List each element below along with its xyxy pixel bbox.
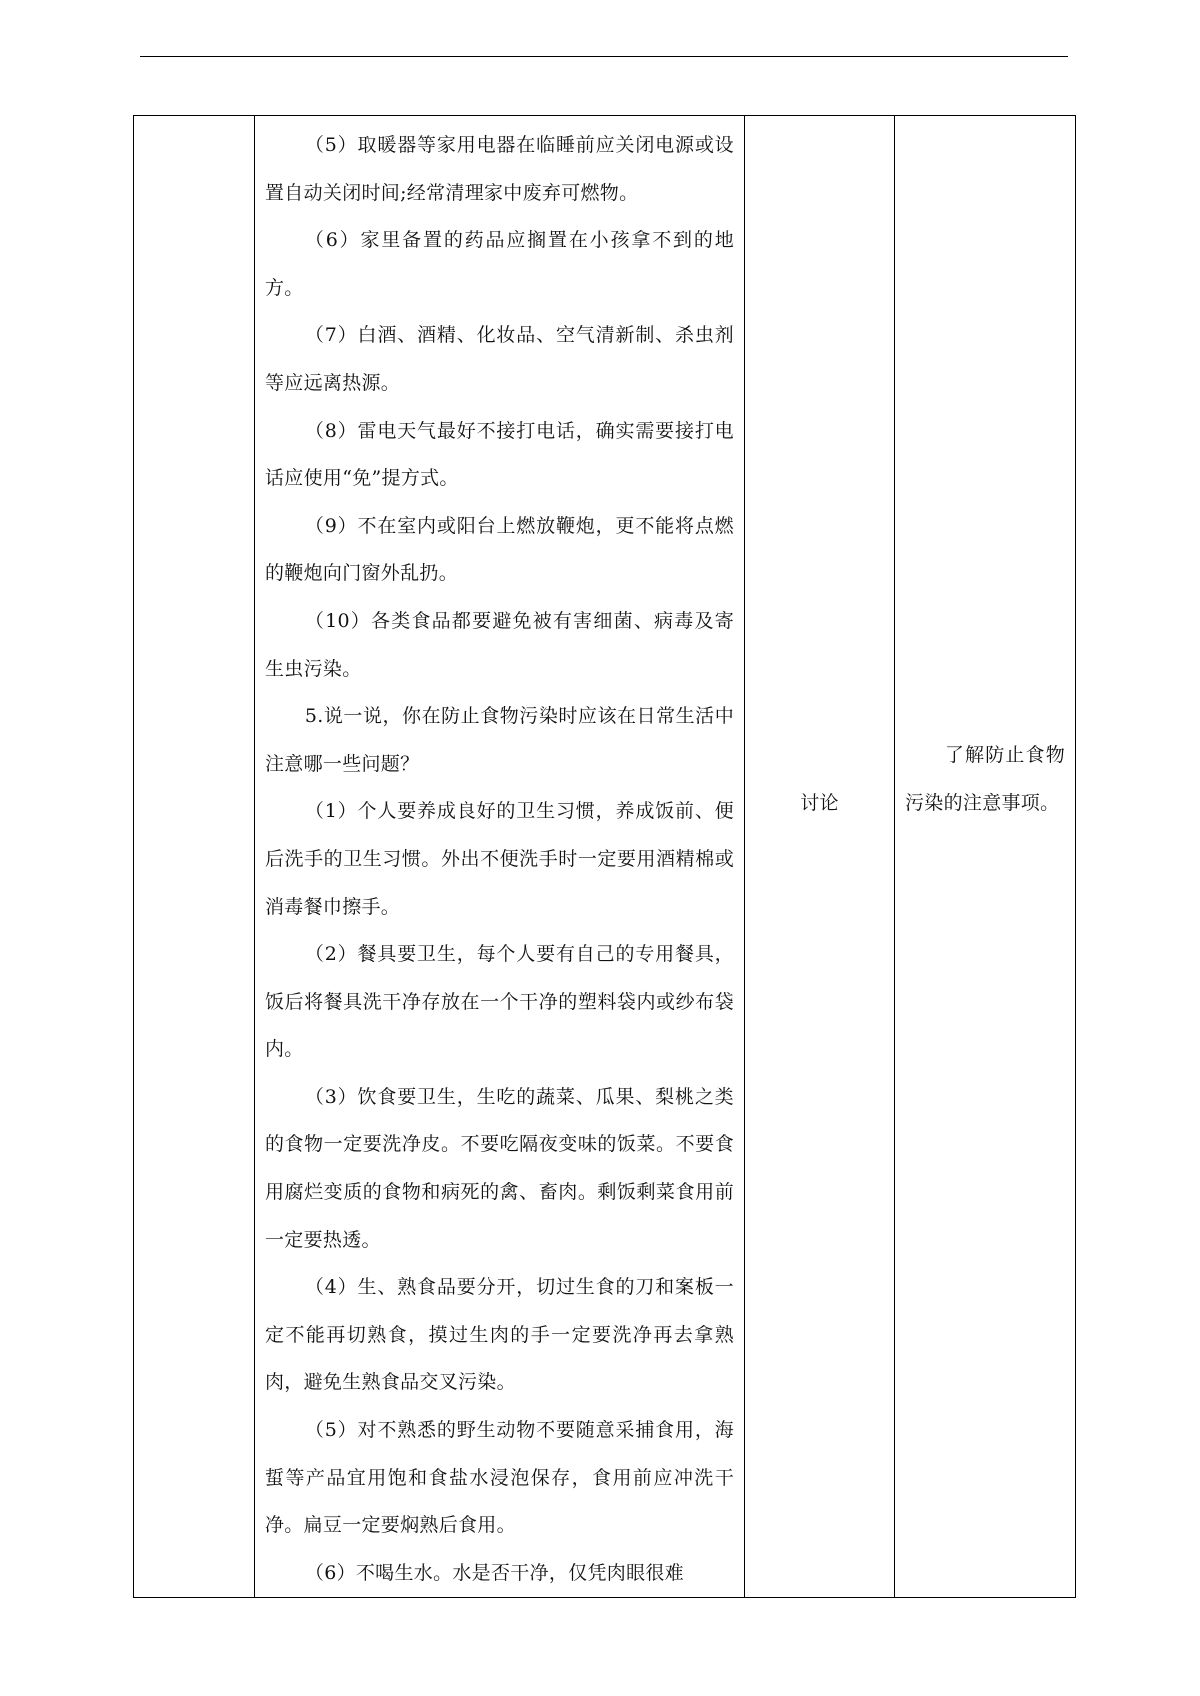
- paragraph: （5）对不熟悉的野生动物不要随意采捕食用，海蜇等产品宜用饱和食盐水浸泡保存，食用前应冲洗干净。扁豆一定要焖熟后食用。: [265, 1419, 734, 1537]
- paragraph: （8）雷电天气最好不接打电话，确实需要接打电话应使用“免”提方式。: [265, 419, 734, 490]
- paragraph: （7）白酒、酒精、化妆品、空气清新制、杀虫剂等应远离热源。: [265, 324, 734, 394]
- lesson-plan-table: [133, 115, 1076, 1598]
- paragraph: （9）不在室内或阳台上燃放鞭炮，更不能将点燃的鞭炮向门窗外乱扔。: [265, 514, 734, 585]
- paragraph: （1）个人要养成良好的卫生习惯，养成饭前、便后洗手的卫生习惯。外出不便洗手时一定要用酒精棉或消毒餐巾擦手。: [265, 800, 734, 918]
- header-rule: [140, 56, 1068, 57]
- purpose-text: 了解防止食物污染的注意事项。: [905, 744, 1065, 814]
- content-cell: [255, 116, 745, 1598]
- purpose-cell: [895, 116, 1076, 1598]
- method-text: 讨论: [800, 792, 839, 814]
- paragraph: （5）取暖器等家用电器在临睡前应关闭电源或设置自动关闭时间;经常清理家中废弃可燃物。: [265, 134, 734, 204]
- paragraph: （4）生、熟食品要分开，切过生食的刀和案板一定不能再切熟食，摸过生肉的手一定要洗净再去拿熟肉，避免生熟食品交叉污染。: [265, 1276, 734, 1394]
- question-paragraph: 5.说一说，你在防止食物污染时应该在日常生活中注意哪一些问题？: [265, 705, 734, 775]
- paragraph: （10）各类食品都要避免被有害细菌、病毒及寄生虫污染。: [265, 609, 734, 680]
- paragraph: （6）家里备置的药品应搁置在小孩拿不到的地方。: [265, 229, 734, 299]
- paragraph: （6）不喝生水。水是否干净，仅凭肉眼很难: [304, 1561, 684, 1584]
- paragraph: （3）饮食要卫生，生吃的蔬菜、瓜果、梨桃之类的食物一定要洗净皮。不要吃隔夜变味的饭菜。不要食用腐烂变质的食物和病死的禽、畜肉。剩饭剩菜食用前一定要热透。: [265, 1085, 734, 1251]
- table-row: [134, 116, 1076, 1598]
- section-cell: [134, 116, 255, 1598]
- method-cell: [745, 116, 895, 1598]
- paragraph: （2）餐具要卫生，每个人要有自己的专用餐具，饭后将餐具洗干净存放在一个干净的塑料袋内或纱布袋内。: [265, 943, 734, 1061]
